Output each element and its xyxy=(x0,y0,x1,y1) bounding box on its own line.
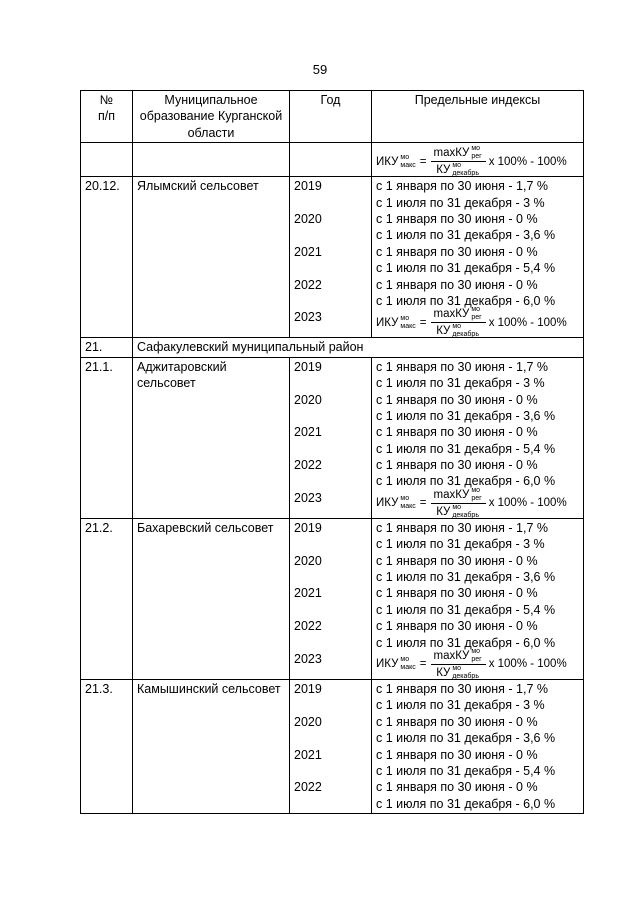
index-list xyxy=(372,177,584,338)
index-list xyxy=(372,680,584,814)
year-value: 2021 xyxy=(294,747,322,762)
formula-equals: = xyxy=(419,316,427,329)
municipality-name: Аджитаровский сельсовет xyxy=(133,357,290,518)
formula-denominator: КУ мо декабрь xyxy=(436,503,479,519)
index-period-line: с 1 января по 30 июня - 1,7 % xyxy=(376,179,548,194)
index-period-line: с 1 июля по 31 декабря - 5,4 % xyxy=(376,441,556,456)
year-list xyxy=(290,680,372,814)
index-period-line: с 1 июля по 31 декабря - 3 % xyxy=(376,698,545,713)
formula-tail: х 100% - 100% xyxy=(488,316,567,329)
index-period-line: с 1 июля по 31 декабря - 3 % xyxy=(376,376,545,391)
index-period-line: с 1 января по 30 июня - 0 % xyxy=(376,553,538,568)
header-year: Год xyxy=(290,91,372,143)
year-value: 2020 xyxy=(294,392,322,407)
municipality-name: Бахаревский сельсовет xyxy=(133,518,290,679)
header-num: № п/п xyxy=(81,91,133,143)
year-value: 2021 xyxy=(294,586,322,601)
index-period-line: с 1 января по 30 июня - 0 % xyxy=(376,747,538,762)
formula xyxy=(376,486,579,519)
index-period-line: с 1 января по 30 июня - 1,7 % xyxy=(376,359,548,374)
year-value: 2019 xyxy=(294,359,322,374)
formula-fraction xyxy=(431,648,485,681)
year-value: 2020 xyxy=(294,553,322,568)
row-number: 21.1. xyxy=(81,357,133,518)
formula-equals: = xyxy=(419,497,427,510)
index-period-line: с 1 июля по 31 декабря - 3,6 % xyxy=(376,408,556,423)
formula-fraction xyxy=(431,306,485,339)
formula-tail: х 100% - 100% xyxy=(488,155,567,168)
formula-numerator: maxКУ мо рег xyxy=(431,648,485,665)
index-period-line: с 1 июля по 31 декабря - 3,6 % xyxy=(376,228,556,243)
row-number: 21.3. xyxy=(81,680,133,814)
formula-denominator: КУ мо декабрь xyxy=(436,665,479,680)
year-value: 2022 xyxy=(294,780,322,795)
index-period-line: с 1 января по 30 июня - 0 % xyxy=(376,425,538,440)
formula-lhs: ИКУ мо макс xyxy=(376,153,416,169)
index-period-line: с 1 января по 30 июня - 0 % xyxy=(376,619,538,634)
year-value: 2021 xyxy=(294,244,322,259)
formula-equals: = xyxy=(419,658,427,671)
formula-lhs: ИКУ мо макс xyxy=(376,656,416,672)
header-municipality: Муниципальное образование Курганской области xyxy=(133,91,290,143)
formula-fraction xyxy=(431,145,485,178)
table-row-district xyxy=(81,338,584,357)
table-row xyxy=(81,680,584,814)
index-period-line: с 1 января по 30 июня - 0 % xyxy=(376,277,538,292)
year-list xyxy=(290,518,372,679)
index-period-line: с 1 января по 30 июня - 0 % xyxy=(376,212,538,226)
district-name: Сафакулевский муниципальный район xyxy=(133,338,584,357)
year-value: 2023 xyxy=(294,310,322,325)
formula-tail: х 100% - 100% xyxy=(488,658,567,671)
index-period-line: с 1 июля по 31 декабря - 3,6 % xyxy=(376,570,556,585)
formula xyxy=(376,306,579,339)
year-value: 2023 xyxy=(294,652,322,667)
year-value: 2019 xyxy=(294,682,322,696)
index-period-line: с 1 июля по 31 декабря - 6,0 % xyxy=(376,796,556,811)
year-value: 2020 xyxy=(294,212,322,227)
index-period-line: с 1 июля по 31 декабря - 5,4 % xyxy=(376,763,556,778)
formula-numerator: maxКУ мо рег xyxy=(431,306,485,323)
index-period-line: с 1 января по 30 июня - 0 % xyxy=(376,586,538,601)
formula-lhs: ИКУ мо макс xyxy=(376,495,416,511)
formula-denominator: КУ мо декабрь xyxy=(436,323,479,339)
row-number: 21.2. xyxy=(81,518,133,679)
table-row xyxy=(81,357,584,518)
index-period-line: с 1 июля по 31 декабря - 3 % xyxy=(376,537,545,552)
index-period-line: с 1 января по 30 июня - 0 % xyxy=(376,458,538,473)
limit-indices-table xyxy=(80,90,584,814)
year-value: 2022 xyxy=(294,619,322,634)
index-period-line: с 1 января по 30 июня - 0 % xyxy=(376,714,538,729)
formula-numerator: maxКУ мо рег xyxy=(431,487,485,504)
formula-denominator: КУ мо декабрь xyxy=(436,162,479,178)
year-value: 2020 xyxy=(294,714,322,729)
formula-numerator: maxКУ мо рег xyxy=(431,145,485,162)
table-row xyxy=(81,177,584,338)
year-value: 2022 xyxy=(294,277,322,292)
formula-fraction xyxy=(431,487,485,520)
formula-cell xyxy=(372,143,584,177)
header-row xyxy=(81,91,584,143)
formula-lhs: ИКУ мо макс xyxy=(376,314,416,330)
index-period-line: с 1 июля по 31 декабря - 3 % xyxy=(376,195,545,210)
table-row-continuation xyxy=(81,143,584,177)
index-period-line: с 1 июля по 31 декабря - 5,4 % xyxy=(376,602,556,617)
formula-tail: х 100% - 100% xyxy=(488,497,567,510)
municipality-name: Ялымский сельсовет xyxy=(133,177,290,338)
index-period-line: с 1 июля по 31 декабря - 6,0 % xyxy=(376,293,556,308)
formula xyxy=(376,648,579,680)
formula xyxy=(376,145,579,178)
municipality-name: Камышинский сельсовет xyxy=(133,680,290,814)
index-list xyxy=(372,357,584,518)
year-value: 2019 xyxy=(294,179,322,194)
row-number: 21. xyxy=(81,338,133,357)
index-list xyxy=(372,518,584,679)
index-period-line: с 1 января по 30 июня - 0 % xyxy=(376,392,538,407)
page-number: 59 xyxy=(312,62,328,77)
index-period-line: с 1 января по 30 июня - 1,7 % xyxy=(376,682,548,696)
index-period-line: с 1 июля по 31 декабря - 6,0 % xyxy=(376,474,556,489)
year-value: 2019 xyxy=(294,520,322,535)
year-list xyxy=(290,357,372,518)
table-row xyxy=(81,518,584,679)
year-value: 2023 xyxy=(294,490,322,505)
index-period-line: с 1 июля по 31 декабря - 6,0 % xyxy=(376,635,556,650)
index-period-line: с 1 июля по 31 декабря - 5,4 % xyxy=(376,261,556,276)
index-period-line: с 1 июля по 31 декабря - 3,6 % xyxy=(376,731,556,746)
index-period-line: с 1 января по 30 июня - 0 % xyxy=(376,780,538,795)
row-number: 20.12. xyxy=(81,177,133,338)
index-period-line: с 1 января по 30 июня - 0 % xyxy=(376,244,538,259)
year-value: 2021 xyxy=(294,425,322,440)
year-value: 2022 xyxy=(294,458,322,473)
header-indices: Предельные индексы xyxy=(372,91,584,143)
year-list xyxy=(290,177,372,338)
formula-equals: = xyxy=(419,155,427,168)
index-period-line: с 1 января по 30 июня - 1,7 % xyxy=(376,520,548,535)
